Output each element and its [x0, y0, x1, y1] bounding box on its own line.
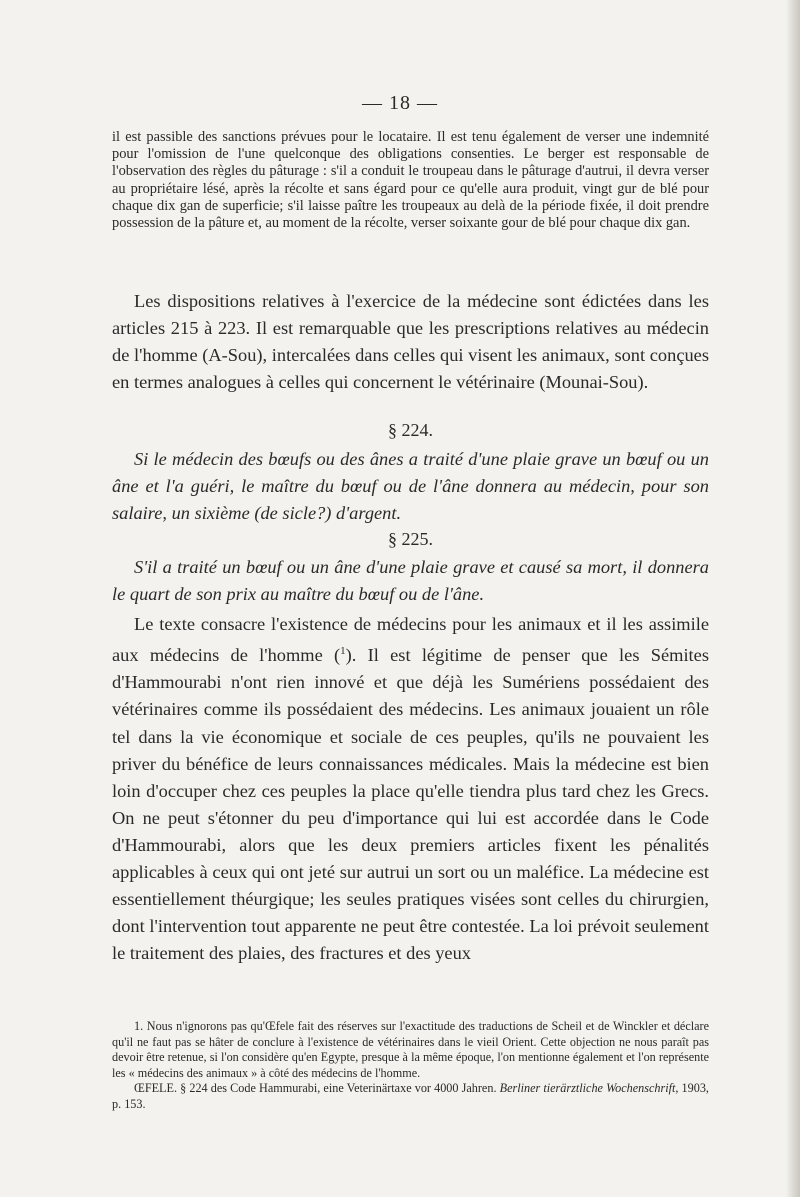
paragraph-text-cont: ). Il est légitime de penser que les Sémites d'Hammourabi n'ont rien innové et que déjà les Sumériens possédaient des vétérinaires comme ils possédaient des médecins. Les animaux jouaient un rôle tel dans la vie économique et sociale de ces peuples, qu'ils ne pouvaient les priver du bénéfice de leurs connaissances médicales. Mais la médecine est bien loin d'occuper chez ces peuples la place qu'elle tiendra plus tard chez les Grecs. On ne peut s'étonner du peu d'importance qui lui est accordée dans le Code d'Hammourabi, alors que les deux premiers articles fixent les pénalités applicables à ceux qui ont jeté sur autrui un sort ou un maléfice. La médecine est essentiellement théurgique; les seules pratiques visées sont celles du chirurgien, dont l'intervention tout apparente ne peut être contestée. La loi prévoit seulement le traitement des plaies, des fractures et des yeux [112, 645, 709, 964]
law-224 [112, 446, 709, 527]
law-225 [112, 554, 709, 608]
paragraph-text: Le texte consacre l'existence de médecins pour les animaux et il les assimile aux médecins de l'homme ( [112, 614, 709, 666]
paragraph-text: il est passible des sanctions prévues pour le locataire. Il est tenu également de verser une indemnité pour l'omission de l'une quelconque des obligations consenties. Le berger est responsable de l'observation des règles du pâturage : s'il a conduit le troupeau dans le pâturage d'autrui, il devra verser au propriétaire lésé, après la récolte et sans égard pour ce qu'elle aura produit, vingt gur de blé pour chaque dix gan de superficie; s'il laisse paître les troupeaux au delà de la période fixée, il doit prendre possession de la pâture et, au moment de la récolte, verser soixante gour de blé pour chaque dix gan. [112, 129, 709, 232]
paragraph-commentary [112, 611, 709, 967]
page-number: — 18 — [362, 92, 438, 114]
law-text: S'il a traité un bœuf ou un âne d'une plaie grave et causé sa mort, il donnera le quart de son prix au maître du bœuf ou de l'âne. [112, 557, 709, 605]
paragraph-leasing [112, 129, 709, 232]
paragraph-text: Les dispositions relatives à l'exercice de la médecine sont édictées dans les articles 215 à 223. Il est remarquable que les prescriptions relatives au médecin de l'homme (A-Sou), intercalées dans celles qui visent les animaux, sont conçues en termes analogues à celles qui concernent le vétérinaire (Mounai-Sou). [112, 291, 709, 393]
journal-title: Berliner tierärztliche Wochenschrift [499, 1081, 676, 1096]
footnote-2-end: , 1903, p. 153. [112, 1081, 709, 1111]
paragraph-medicine-articles [112, 288, 709, 396]
footnotes [112, 1019, 709, 1113]
section-heading-224: § 224. [388, 420, 433, 440]
footnote-2 [112, 1081, 709, 1112]
law-text: Si le médecin des bœufs ou des ânes a traité d'une plaie grave un bœuf ou un âne et l'a guéri, le maître du bœuf ou de l'âne donnera au médecin, pour son salaire, un sixième (de sicle?) d'argent. [112, 449, 709, 524]
footnote-ref: 1 [340, 645, 346, 658]
page-edge-shadow [786, 0, 800, 1197]
footnote-1: 1. Nous n'ignorons pas qu'Œfele fait des réserves sur l'exactitude des traductions de Scheil et de Winckler et déclare qu'il ne faut pas se hâter de conclure à l'existence de vétérinaires dans le vieil Orient. Cette objection ne nous paraît pas devoir être retenue, si l'on considère qu'en Egypte, presque à la même époque, l'on mentionne également et l'on représente les « médecins des animaux » à côté des médecins de l'homme. [112, 1019, 709, 1080]
section-heading-225: § 225. [388, 529, 433, 549]
footnote-2-text: ŒFELE. § 224 des Code Hammurabi, eine Veterinärtaxe vor 4000 Jahren. [134, 1081, 500, 1096]
